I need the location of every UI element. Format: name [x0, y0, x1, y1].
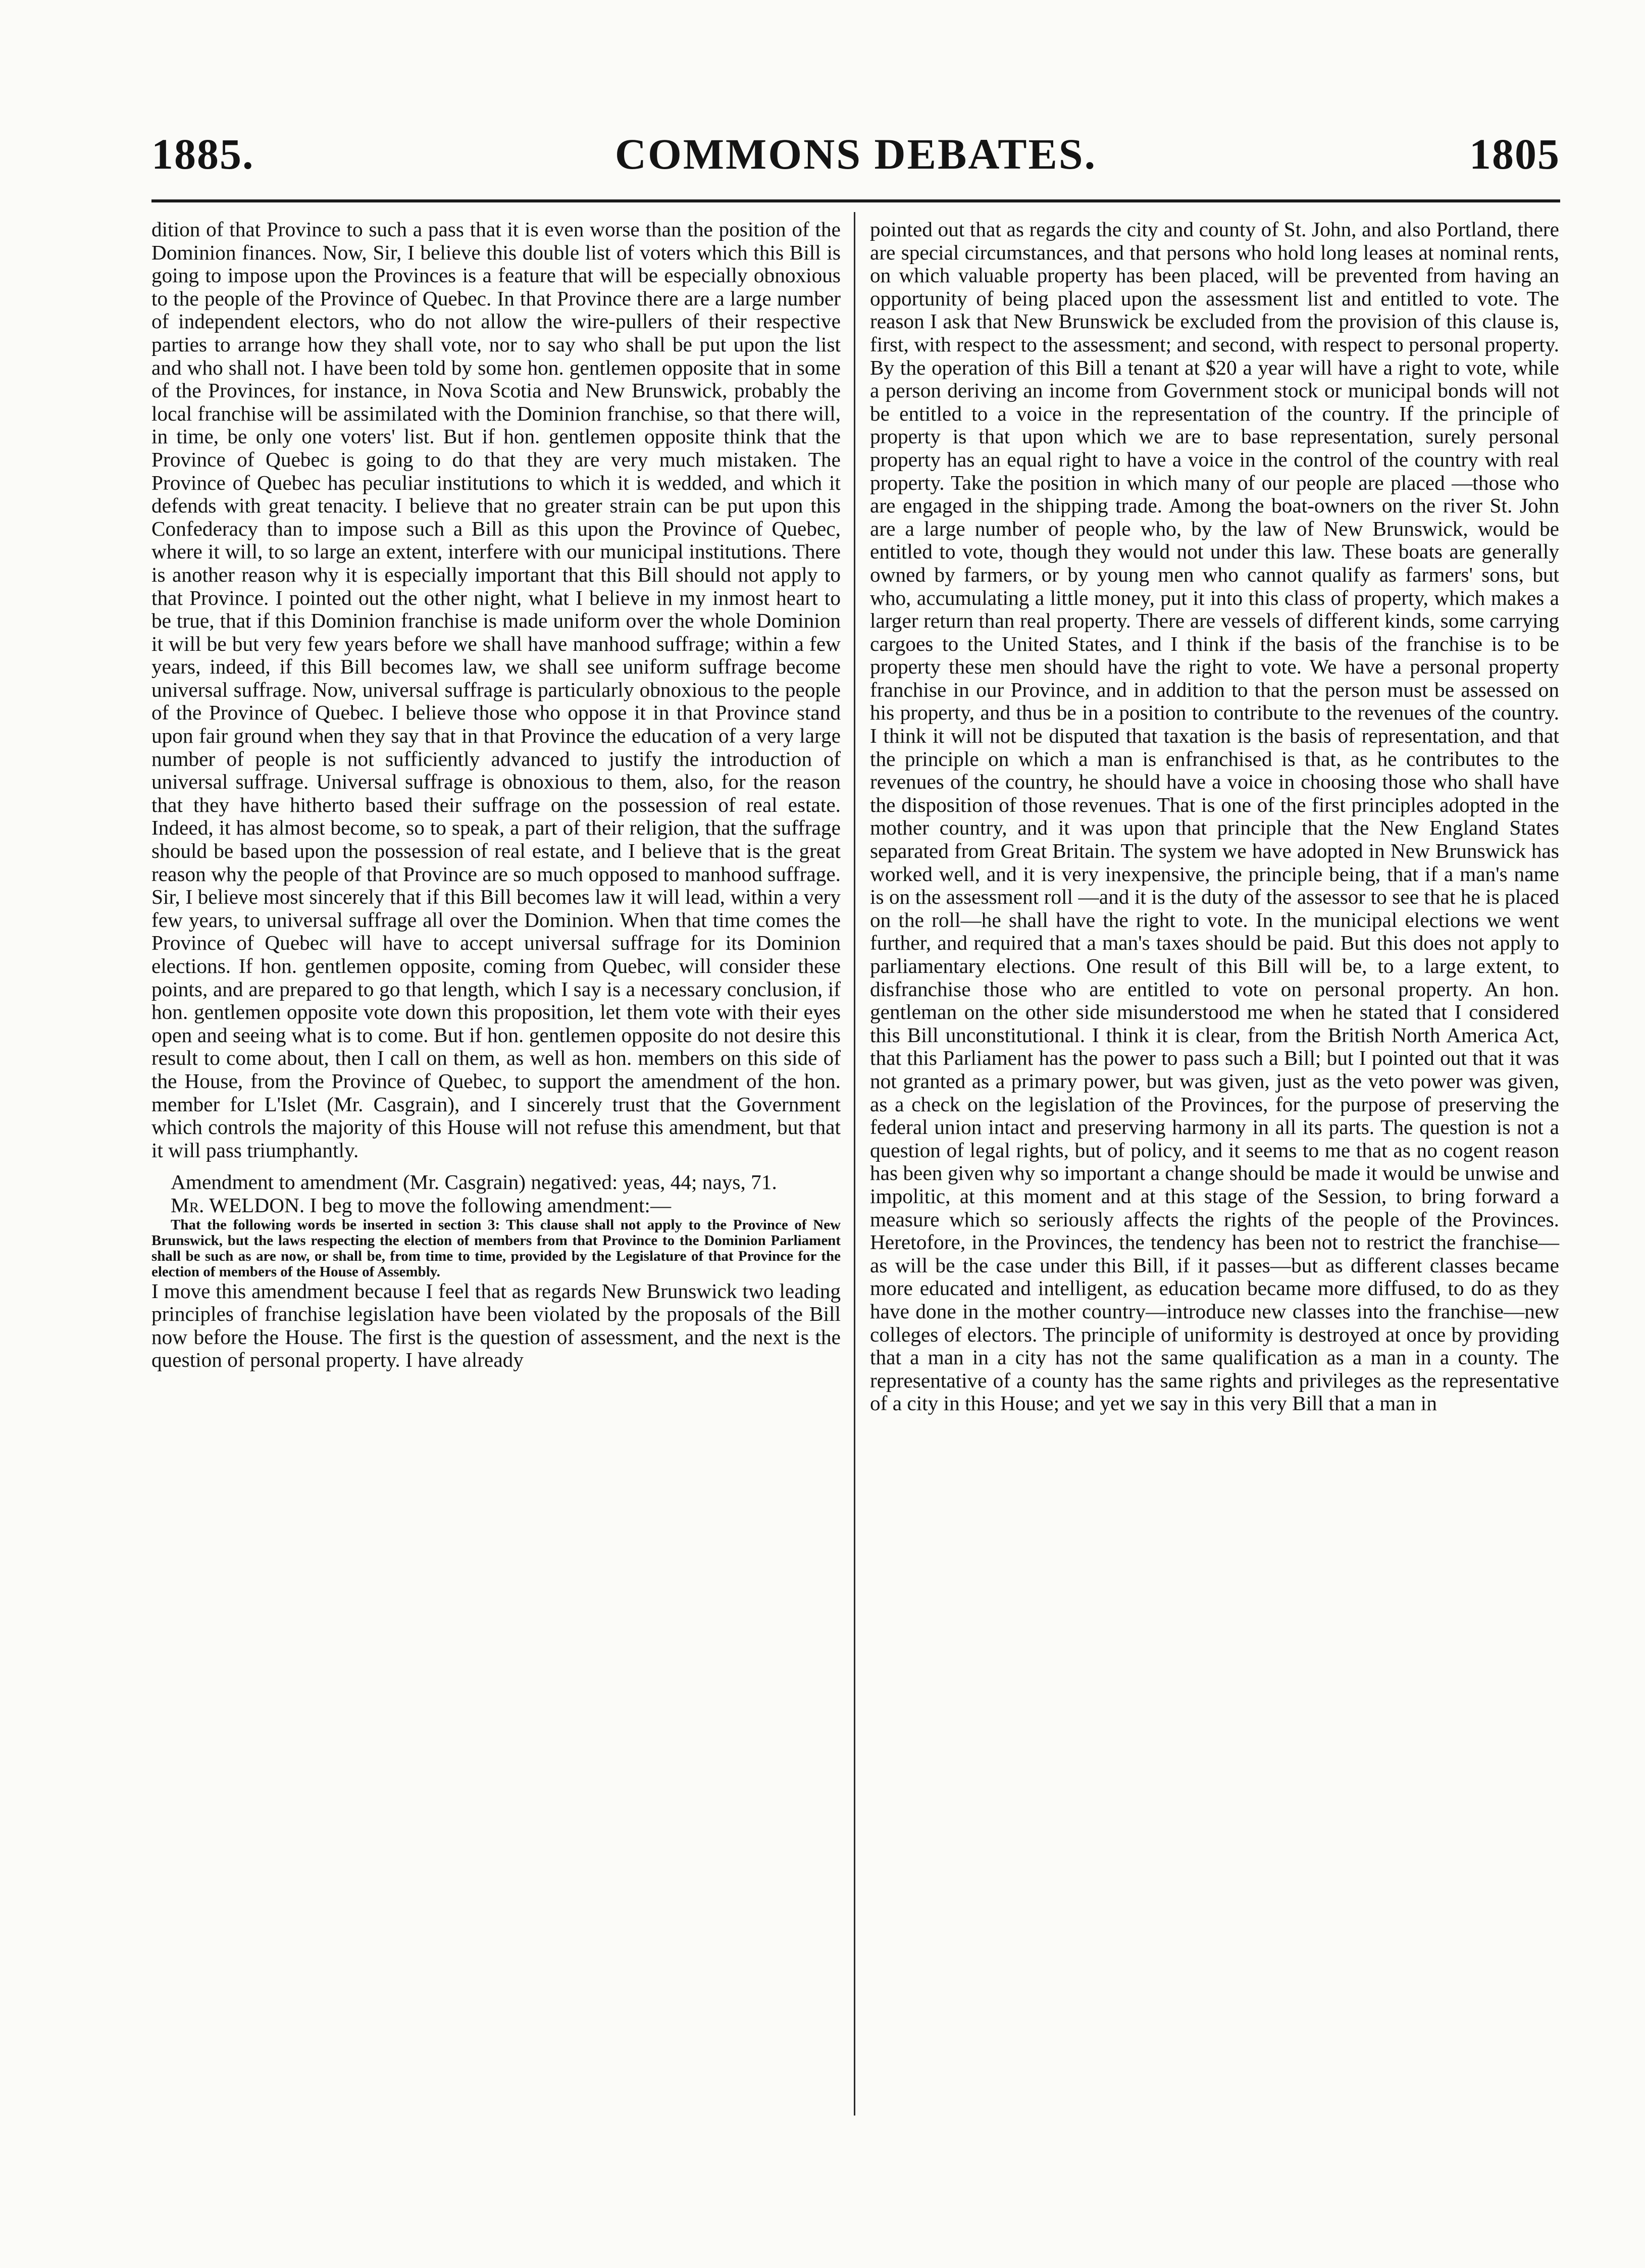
speaker-paragraph [151, 1194, 841, 1217]
amendment-resolution: That the following words be inserted in section 3: This clause shall not apply to the Province of New Brunswick, but the laws respecting the election of members from that Province to the Dominion Parliament shall be such as are now, or shall be, from time to time, provided by the Legislature of that Province for the election of members of the House of Assembly. [151, 1216, 841, 1280]
left-column [151, 218, 841, 1372]
header-year: 1885. [151, 130, 254, 178]
right-paragraph-continued: pointed out that as regards the city and county of St. John, and also Portland, there are special circumstances, and that persons who hold long leases at nominal rents, on which valuable property has been placed, will be prevented from having an opportunity of being placed upon the assessment list and entitled to vote. The reason I ask that New Brunswick be excluded from the provision of this clause is, first, with respect to the assessment; and second, with respect to personal property. By the operation of this Bill a tenant at $20 a year will have a right to vote, while a person deriving an income from Government stock or municipal bonds will not be entitled to a voice in the representation of the country. If the principle of property is that upon which we are to base representation, surely personal property has an equal right to have a voice in the control of the country with real property. Take the position in which many of our people are placed —those who are engaged in the shipping trade. Among the boat-owners on the river St. John are a large number of people who, by the law of New Brunswick, would be entitled to vote, though they would not under this law. These boats are generally owned by farmers, or by young men who cannot qualify as farmers' sons, but who, accumulating a little money, put it into this class of property, which makes a larger return than real property. There are vessels of different kinds, some carrying cargoes to the United States, and I think if the basis of the franchise is to be property these men should have the right to vote. We have a personal property franchise in our Province, and in addition to that the person must be assessed on his property, and thus be in a position to contribute to the revenues of the country. I think it will not be disputed that taxation is the basis of representation, and that the principle on which a man is enfranchised is that, as he contributes to the revenues of the country, he should have a voice in choosing those who shall have the disposition of those revenues. That is one of the first principles adopted in the mother country, and it was upon that principle that the New England States separated from Great Britain. The system we have adopted in New Brunswick has worked well, and it is very inexpensive, the principle being, that if a man's name is on the assessment roll —and it is the duty of the assessor to see that he is placed on the roll—he shall have the right to vote. In the municipal elections we went further, and required that a man's taxes should be paid. But this does not apply to parliamentary elections. One result of this Bill will be, to a large extent, to disfranchise those who are entitled to vote on personal property. An hon. gentleman on the other side misunderstood me when he stated that I considered this Bill unconstitutional. I think it is clear, from the British North America Act, that this Parliament has the power to pass such a Bill; but I pointed out that it was not granted as a primary power, but was given, just as the veto power was given, as a check on the legislation of the Provinces, for the purpose of preserving the federal union intact and preserving harmony in all its parts. The question is not a question of legal rights, but of policy, and it seems to me that as no cogent reason has been given why so important a change should be made it would be unwise and impolitic, at this moment and at this stage of the Session, to bring forward a measure which so seriously affects the rights of the people of the Provinces. Heretofore, in the Provinces, the tendency has been not to restrict the franchise—as will be the case under this Bill, if it passes—but as different classes became more educated and intelligent, as education became more diffused, to do as they have done in the mother country—introduce new classes into the franchise—new colleges of electors. The principle of uniformity is destroyed at once by providing that a man in a city has not the same qualification as a man in a county. The representative of a county has the same rights and privileges as the representative of a city in this House; and yet we say in this very Bill that a man in [870, 218, 1559, 1415]
amendment-reason-paragraph: I move this amendment because I feel that as regards New Brunswick two leading principles of franchise legislation have been violated by the proposals of the Bill now before the House. The first is the question of assessment, and the next is the question of personal property. I have already [151, 1279, 841, 1372]
left-paragraph-continued: dition of that Province to such a pass that it is even worse than the position of the Dominion finances. Now, Sir, I believe this double list of voters which this Bill is going to impose upon the Provinces is a feature that will be especially obnoxious to the people of the Province of Quebec. In that Province there are a large number of independent electors, who do not allow the wire-pullers of their respective parties to arrange how they shall vote, nor to say who shall be put upon the list and who shall not. I have been told by some hon. gentlemen opposite that in some of the Provinces, for instance, in Nova Scotia and New Brunswick, probably the local franchise will be assimilated with the Dominion franchise, so that there will, in time, be only one voters' list. But if hon. gentlemen opposite think that the Province of Quebec is going to do that they are very much mistaken. The Province of Quebec has peculiar institutions to which it is wedded, and which it defends with great tenacity. I believe that no greater strain can be put upon this Confederacy than to impose such a Bill as this upon the Province of Quebec, where it will, to so large an extent, interfere with our municipal institutions. There is another reason why it is especially important that this Bill should not apply to that Province. I pointed out the other night, what I believe in my inmost heart to be true, that if this Dominion franchise is made uniform over the whole Dominion it will be but very few years before we shall have manhood suffrage; within a few years, indeed, if this Bill becomes law, we shall see uniform suffrage become universal suffrage. Now, universal suffrage is particularly obnoxious to the people of the Province of Quebec. I believe those who oppose it in that Province stand upon fair ground when they say that in that Province the education of a very large number of people is not sufficiently advanced to justify the introduction of universal suffrage. Universal suffrage is obnoxious to them, also, for the reason that they have hitherto based their suffrage on the possession of real estate. Indeed, it has almost become, so to speak, a part of their religion, that the suffrage should be based upon the possession of real estate, and I believe that is the great reason why the people of that Province are so much opposed to manhood suffrage. Sir, I believe most sincerely that if this Bill becomes law it will lead, within a very few years, to universal suffrage all over the Dominion. When that time comes the Province of Quebec will have to accept universal suffrage for its Dominion elections. If hon. gentlemen opposite, coming from Quebec, will consider these points, and are prepared to go that length, which I say is a necessary conclusion, if hon. gentlemen opposite vote down this proposition, let them vote with their eyes open and seeing what is to come. But if hon. gentlemen opposite do not desire this result to come about, then I call on them, as well as hon. members on this side of the House, from the Province of Quebec, to support the amendment of the hon. member for L'Islet (Mr. Casgrain), and I sincerely trust that the Government which controls the majority of this House will not refuse this amendment, but that it will pass triumphantly. [151, 218, 841, 1162]
header-rule [151, 199, 1560, 202]
speaker-text: I beg to move the following amendment:— [304, 1193, 672, 1217]
right-column [870, 218, 1559, 1415]
vote-result-paragraph: Amendment to amendment (Mr. Casgrain) negatived: yeas, 44; nays, 71. [171, 1170, 777, 1194]
header-page-number: 1805 [1469, 130, 1560, 178]
column-divider [854, 212, 855, 2116]
header-title: COMMONS DEBATES. [614, 130, 1097, 178]
page-header [151, 129, 1560, 184]
speaker-name: Mr. WELDON. [171, 1193, 305, 1217]
